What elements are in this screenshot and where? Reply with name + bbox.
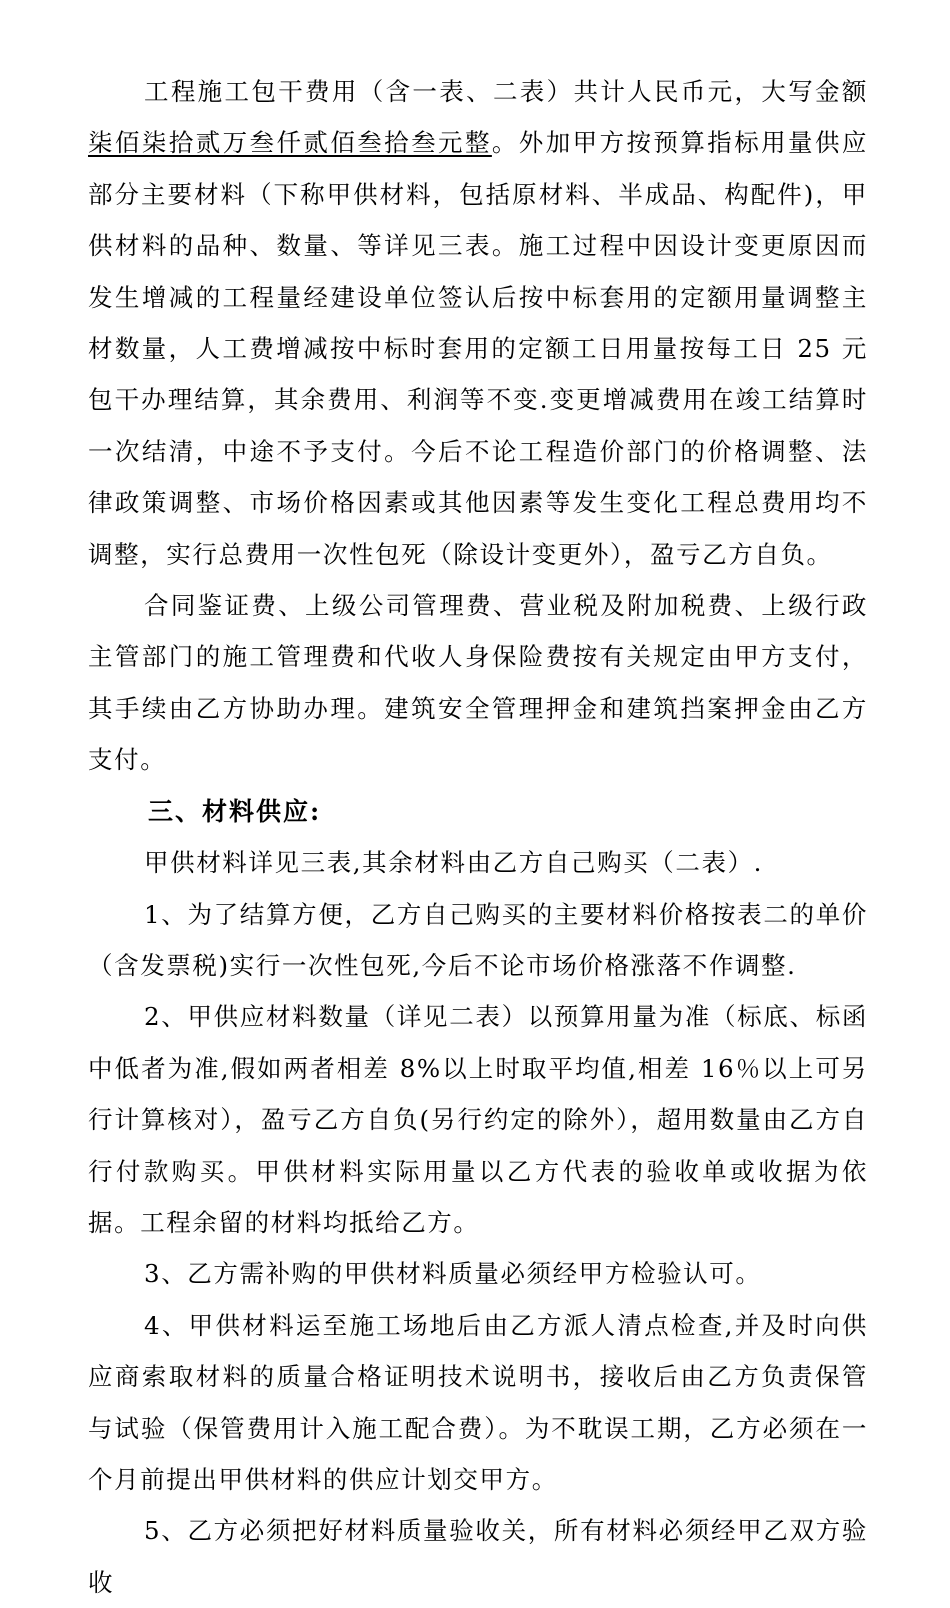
paragraph-fees: 合同鉴证费、上级公司管理费、营业税及附加税费、上级行政主管部门的施工管理费和代收人身保险费按有关规定由甲方支付，其手续由乙方协助办理。建筑安全管理押金和建筑挡案押金由乙方支付。 <box>88 591 868 775</box>
document-page <box>88 66 868 1608</box>
paragraph-item-2: 2、甲供应材料数量（详见二表）以预算用量为准（标底、标函中低者为准,假如两者相差 8%以上时取平均值,相差 16％以上可另行计算核对），盈亏乙方自负(另行约定的除外），超用数量由乙方自行付款购买。甲供材料实际用量以乙方代表的验收单或收据为依据。工程余留的材料均抵给乙方。 <box>88 1002 868 1237</box>
paragraph-item-1: 1、为了结算方便，乙方自己购买的主要材料价格按表二的单价（含发票税)实行一次性包死,今后不论市场价格涨落不作调整. <box>88 899 868 980</box>
paragraph-item-5: 5、乙方必须把好材料质量验收关，所有材料必须经甲乙双方验收 <box>88 1516 868 1597</box>
section-heading-material-supply: 三、材料供应: <box>148 796 322 826</box>
paragraph-item-4: 4、甲供材料运至施工场地后由乙方派人清点检查,并及时向供应商索取材料的质量合格证明技术说明书，接收后由乙方负责保管与试验（保管费用计入施工配合费）。为不耽误工期，乙方必须在一个月前提出甲供材料的供应计划交甲方。 <box>88 1310 868 1494</box>
contract-price-text: 工程施工包干费用（含一表、二表）共计人民币元，大写金额 <box>144 77 868 106</box>
contract-price-text-continued: 。外加甲方按预算指标用量供应部分主要材料（下称甲供材料，包括原材料、半成品、构配件)，甲供材料的品种、数量、等详见三表。施工过程中因设计变更原因而发生增减的工程量经建设单位签认后按中标套用的定额用量调整主材数量，人工费增减按中标时套用的定额工日用量按每工日 25 元包干办理结算，其余费用、利润等不变.变更增减费用在竣工结算时一次结清，中途不予支付。今后不论工程造价部门的价格调整、法律政策调整、市场价格因素或其他因素等发生变化工程总费用均不调整，实行总费用一次性包死（除设计变更外），盈亏乙方自负。 <box>88 128 868 569</box>
paragraph-material-intro: 甲供材料详见三表,其余材料由乙方自己购买（二表）. <box>144 848 764 878</box>
paragraph-contract-price <box>88 66 868 580</box>
paragraph-item-3: 3、乙方需补购的甲供材料质量必须经甲方检验认可。 <box>144 1259 762 1289</box>
contract-amount-uppercase: 柒佰柒拾贰万叁仟贰佰叁拾叁元整 <box>88 128 492 158</box>
